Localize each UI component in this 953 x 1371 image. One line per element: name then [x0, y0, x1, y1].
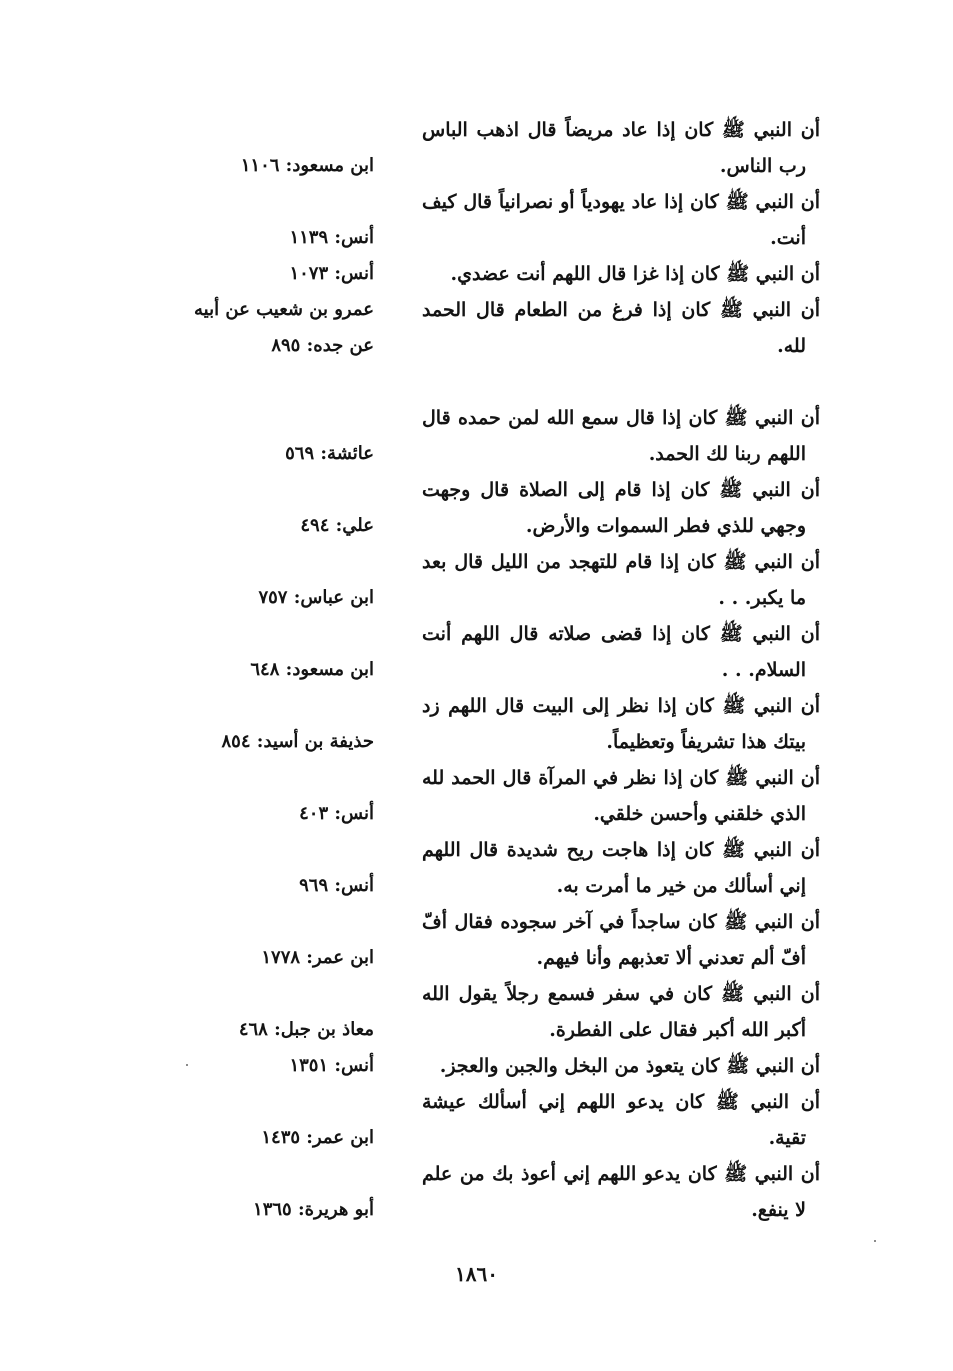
- index-entry: [120, 472, 820, 544]
- hadith-index-list: [120, 112, 820, 1228]
- hadith-text: أن النبي ﷺ كان إذا قال سمع الله لمن حمده قال اللهم ربنا لك الحمد.: [422, 407, 820, 465]
- hadith-text: أن النبي ﷺ كان في سفر فسمع رجلاً يقول الله أكبر الله أكبر فقال على الفطرة.: [422, 983, 820, 1041]
- hadith-text: أن النبي ﷺ كان إذا نظر إلى البيت قال اللهم زد بيتك هذا تشريفاً وتعظيماً.: [422, 695, 820, 753]
- hadith-text: أن النبي ﷺ كان إذا هاجت ريح شديدة قال اللهم إني أسألك من خير ما أمرت به.: [422, 839, 820, 897]
- hadith-source: ابن عمر: ١٧٧٨: [261, 947, 374, 968]
- hadith-source: عمرو بن شعيب عن أبيه عن جده: ٨٩٥: [194, 299, 374, 356]
- index-entry: [120, 976, 820, 1048]
- hadith-source: أنس: ١٠٧٣: [289, 263, 374, 284]
- hadith-text: أن النبي ﷺ كان إذا غزا قال اللهم أنت عضدي.: [450, 263, 820, 285]
- hadith-text: أن النبي ﷺ كان إذا عاد مريضاً قال اذهب الباس رب الناس.: [422, 119, 820, 177]
- hadith-text: أن النبي ﷺ كان يدعو اللهم إني أعوذ بك من علم لا ينفع.: [422, 1163, 820, 1221]
- hadith-source: أنس: ١١٣٩: [289, 227, 374, 248]
- index-entry: [120, 760, 820, 832]
- hadith-source: أنس: ١٣٥١: [289, 1055, 374, 1076]
- page-number: ١٨٦٠: [455, 1262, 498, 1286]
- hadith-source: ابن مسعود: ٦٤٨: [250, 659, 374, 680]
- index-entry: [120, 400, 820, 472]
- hadith-text: أن النبي ﷺ كان ساجداً في آخر سجوده فقال أفّ أفّ ألم تعدني ألا تعذبهم وأنا فيهم.: [422, 911, 820, 969]
- index-entry: [120, 1156, 820, 1228]
- hadith-source: حذيفة بن أسيد: ٨٥٤: [221, 731, 374, 752]
- hadith-text: أن النبي ﷺ كان إذا قام إلى الصلاة قال وجهت وجهي للذي فطر السموات والأرض.: [422, 479, 820, 537]
- index-entry: [120, 1048, 820, 1084]
- index-entry: [120, 832, 820, 904]
- hadith-text: أن النبي ﷺ كان إذا فرغ من الطعام قال الحمد لله.: [422, 299, 820, 357]
- index-entry: [120, 184, 820, 256]
- scan-speck: [874, 1240, 876, 1242]
- hadith-source: ابن عمر: ١٤٣٥: [261, 1127, 374, 1148]
- hadith-source: عائشة: ٥٦٩: [285, 443, 374, 464]
- hadith-source: أنس: ٤٠٣: [299, 803, 374, 824]
- index-entry: [120, 112, 820, 184]
- index-entry: [120, 256, 820, 292]
- hadith-text: أن النبي ﷺ كان إذا قام للتهجد من الليل قال بعد ما يكبر. . .: [422, 551, 820, 609]
- hadith-text: أن النبي ﷺ كان إذا عاد يهودياً أو نصرانياً قال كيف أنت.: [422, 191, 820, 249]
- hadith-text: أن النبي ﷺ كان يدعو اللهم إني أسألك عيشة تقية.: [422, 1091, 820, 1149]
- hadith-source: معاذ بن جبل: ٤٦٨: [238, 1019, 374, 1040]
- hadith-source: علي: ٤٩٤: [300, 515, 374, 536]
- hadith-text: أن النبي ﷺ كان إذا نظر في المرآة قال الحمد لله الذي خلقني وأحسن خلقي.: [422, 767, 820, 825]
- index-entry: [120, 904, 820, 976]
- index-entry: [120, 688, 820, 760]
- hadith-source: ابن عباس: ٧٥٧: [258, 587, 374, 608]
- hadith-text: أن النبي ﷺ كان يتعوذ من البخل والجبن والعجز.: [439, 1055, 820, 1077]
- index-entry: [120, 616, 820, 688]
- hadith-source: ابن مسعود: ١١٠٦: [240, 155, 374, 176]
- hadith-text: أن النبي ﷺ كان إذا قضى صلاته قال اللهم أنت السلام. . .: [422, 623, 820, 681]
- index-entry: [120, 1084, 820, 1156]
- scan-speck: [186, 1064, 188, 1066]
- index-entry: [120, 292, 820, 364]
- hadith-source: أبو هريرة: ١٣٦٥: [253, 1199, 374, 1220]
- index-entry: [120, 544, 820, 616]
- hadith-source: أنس: ٩٦٩: [299, 875, 374, 896]
